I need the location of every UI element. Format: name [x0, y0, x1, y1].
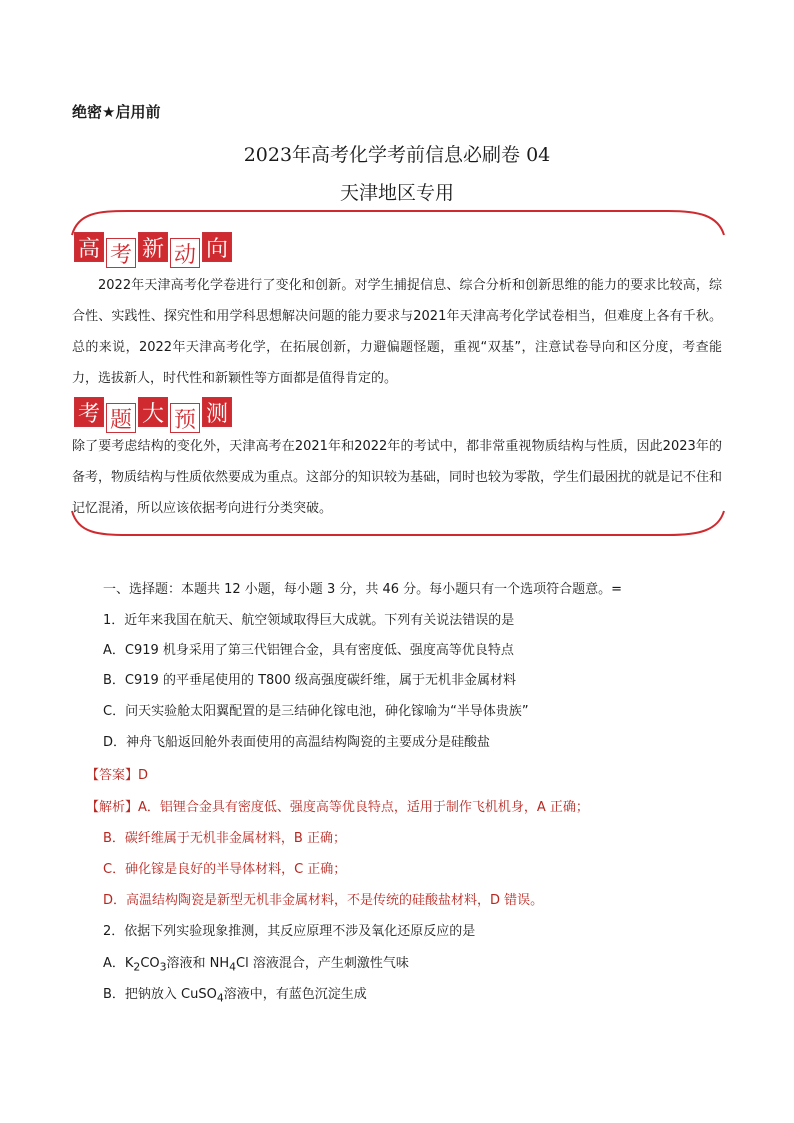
banner-char: 新 — [138, 232, 168, 262]
question-1-answer — [86, 764, 148, 783]
question-1-analysis-a — [86, 796, 589, 815]
option-text: A．K — [103, 956, 134, 971]
banner-char: 动 — [170, 238, 200, 268]
option-text: B．把钠放入 CuSO — [103, 987, 217, 1002]
question-1-option-a: A．C919 机身采用了第三代铝锂合金，具有密度低、强度高等优良特点 — [103, 643, 514, 658]
question-2-stem: 2．依据下列实验现象推测，其反应原理不涉及氧化还原反应的是 — [103, 924, 476, 939]
subscript: 2 — [133, 960, 141, 974]
question-1-option-b: B．C919 的平垂尾使用的 T800 级高强度碳纤维，属于无机非金属材料 — [103, 673, 516, 688]
subscript: 4 — [216, 991, 224, 1005]
banner-exam-trends — [74, 232, 234, 268]
banner-char: 预 — [170, 403, 200, 433]
question-1-stem: 1．近年来我国在航天、航空领域取得巨大成就。下列有关说法错误的是 — [103, 613, 515, 628]
option-text: CO — [140, 956, 160, 971]
banner-char: 向 — [202, 232, 232, 262]
answer-label: 【答案】 — [86, 768, 139, 783]
paper-subtitle: 天津地区专用 — [339, 182, 454, 204]
confidential-mark: 绝密★启用前 — [72, 103, 161, 121]
banner-char: 测 — [202, 397, 232, 427]
question-1-option-c: C．问天实验舱太阳翼配置的是三结砷化镓电池，砷化镓喻为“半导体贵族” — [103, 704, 529, 719]
question-1-analysis-d: D．高温结构陶瓷是新型无机非金属材料，不是传统的硅酸盐材料，D 错误。 — [103, 893, 544, 908]
question-2-option-b — [103, 983, 367, 1005]
banner-char: 高 — [74, 232, 104, 262]
question-1-option-d: D．神舟飞船返回舱外表面使用的高温结构陶瓷的主要成分是硅酸盐 — [103, 735, 491, 750]
section-heading: 一、选择题：本题共 12 小题，每小题 3 分，共 46 分。每小题只有一个选项符合题意。= — [103, 582, 623, 597]
banner-char: 大 — [138, 397, 168, 427]
answer-value: D — [138, 768, 149, 783]
banner-char: 考 — [74, 397, 104, 427]
option-text: Cl 溶液混合，产生刺激性气味 — [236, 956, 409, 971]
option-text: 溶液和 NH — [166, 956, 230, 971]
banner-char: 题 — [106, 403, 136, 433]
trends-paragraph: 2022年天津高考化学卷进行了变化和创新。对学生捕捉信息、综合分析和创新思维的能力的要求比较高，综合性、实践性、探究性和用学科思想解决问题的能力要求与2021年天津高考化学试卷相当，但难度上各有千秋。总的来说，2022年天津高考化学，在拓展创新，力避偏题怪题，重视“双基”，注意试卷导向和区分度，考查能力，选拔新人，时代性和新颖性等方面都是值得肯定的。 — [72, 278, 722, 386]
subscript: 4 — [229, 960, 237, 974]
banner-char: 考 — [106, 238, 136, 268]
banner-exam-prediction — [74, 397, 234, 433]
question-1-analysis-b: B．碳纤维属于无机非金属材料，B 正确； — [103, 831, 346, 846]
prediction-paragraph: 除了要考虑结构的变化外，天津高考在2021年和2022年的考试中，都非常重视物质结构与性质，因此2023年的备考，物质结构与性质依然要成为重点。这部分的知识较为基础，同时也较为零散，学生们最困扰的就是记不住和记忆混淆，所以应该依据考向进行分类突破。 — [72, 439, 723, 516]
option-text: 溶液中，有蓝色沉淀生成 — [223, 987, 367, 1002]
question-1-analysis-c: C．砷化镓是良好的半导体材料，C 正确； — [103, 862, 347, 877]
paper-title: 2023年高考化学考前信息必刷卷 04 — [243, 144, 551, 166]
analysis-text: A．铝锂合金具有密度低、强度高等优良特点，适用于制作飞机机身，A 正确； — [138, 800, 589, 815]
analysis-label: 【解析】 — [86, 800, 139, 815]
subscript: 3 — [159, 960, 167, 974]
question-2-option-a — [103, 952, 409, 974]
